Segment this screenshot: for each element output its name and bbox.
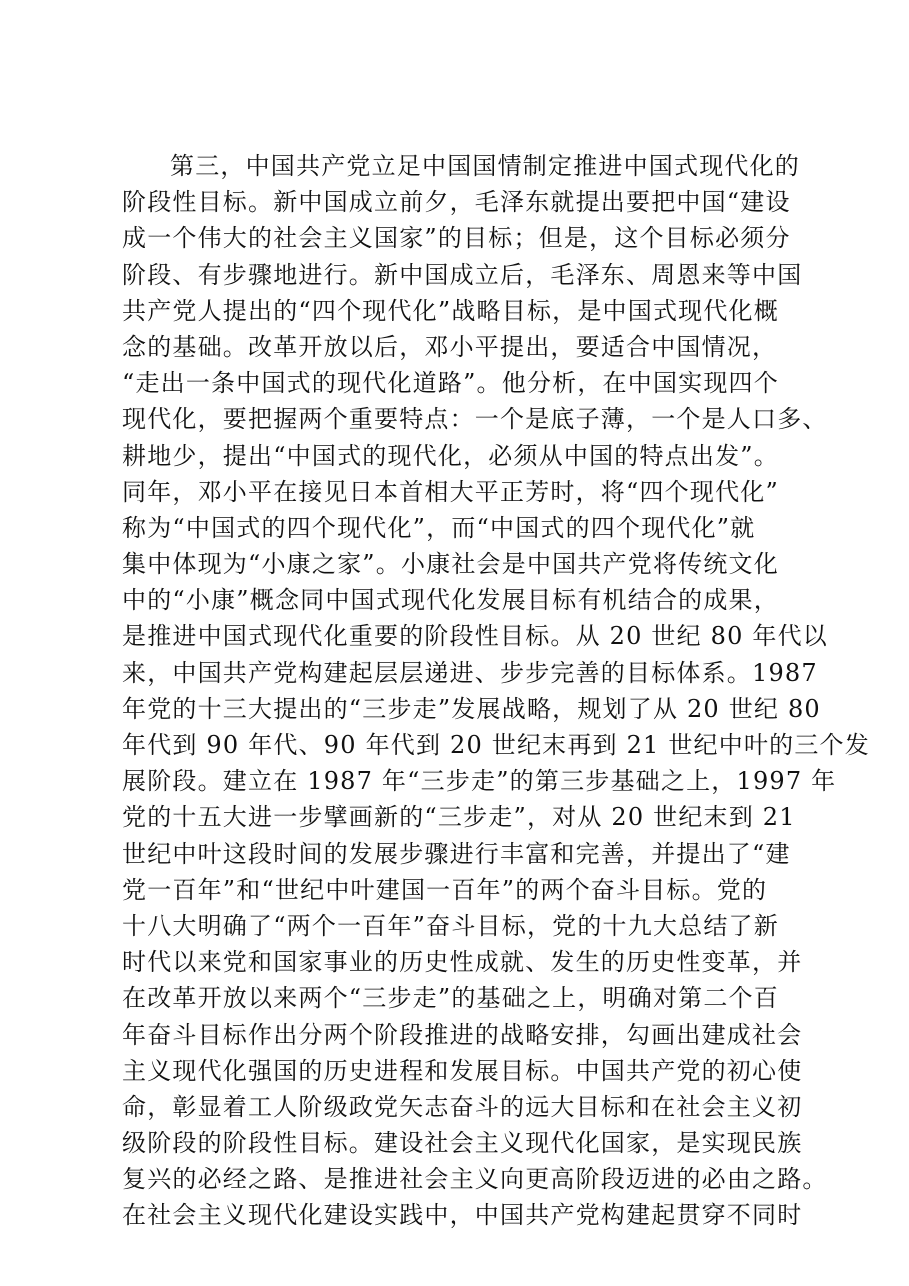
text-line: 年奋斗目标作出分两个阶段推进的战略安排，勾画出建成社会: [122, 1020, 803, 1049]
text-line: 第三，中国共产党立足中国国情制定推进中国式现代化的: [170, 152, 800, 180]
text-line: 来，中国共产党构建起层层递进、步步完善的目标体系。1987: [122, 658, 818, 687]
text-line: 耕地少，提出“中国式的现代化，必须从中国的特点出发”。: [122, 441, 779, 470]
text-line: 阶段、有步骤地进行。新中国成立后，毛泽东、周恩来等中国: [122, 260, 803, 289]
text-line: 共产党人提出的“四个现代化”战略目标，是中国式现代化概: [122, 296, 779, 325]
text-line: 现代化，要把握两个重要特点：一个是底子薄，一个是人口多、: [122, 405, 828, 434]
text-line: 念的基础。改革开放以后，邓小平提出，要适合中国情况，: [122, 332, 778, 361]
text-line: 在社会主义现代化建设实践中，中国共产党构建起贯穿不同时: [122, 1201, 803, 1230]
text-line: 是推进中国式现代化重要的阶段性目标。从 20 世纪 80 年代以: [122, 622, 828, 651]
text-line: 阶段性目标。新中国成立前夕，毛泽东就提出要把中国“建设: [122, 188, 791, 217]
text-line: 年党的十三大提出的“三步走”发展战略，规划了从 20 世纪 80: [122, 694, 821, 723]
text-line: 世纪中叶这段时间的发展步骤进行丰富和完善，并提出了“建: [122, 839, 791, 868]
text-line: 时代以来党和国家事业的历史性成就、发生的历史性变革，并: [122, 948, 803, 977]
text-line: 党一百年”和“世纪中叶建国一百年”的两个奋斗目标。党的: [122, 875, 768, 904]
text-line: “走出一条中国式的现代化道路”。他分析，在中国实现四个: [122, 369, 779, 398]
body-paragraph: [122, 148, 870, 1234]
text-line: 在改革开放以来两个“三步走”的基础之上，明确对第二个百: [122, 984, 779, 1013]
text-line: 十八大明确了“两个一百年”奋斗目标，党的十九大总结了新: [122, 911, 779, 940]
text-line: 命，彰显着工人阶级政党矢志奋斗的远大目标和在社会主义初: [122, 1092, 803, 1121]
text-line: 复兴的必经之路、是推进社会主义向更高阶段迈进的必由之路。: [122, 1165, 828, 1194]
text-line: 成一个伟大的社会主义国家”的目标；但是，这个目标必须分: [122, 224, 791, 253]
text-line: 同年，邓小平在接见日本首相大平正芳时，将“四个现代化”: [122, 477, 779, 506]
text-line: 主义现代化强国的历史进程和发展目标。中国共产党的初心使: [122, 1056, 803, 1085]
text-line: 中的“小康”概念同中国式现代化发展目标有机结合的成果，: [122, 586, 779, 615]
text-line: 集中体现为“小康之家”。小康社会是中国共产党将传统文化: [122, 550, 779, 579]
text-line: 党的十五大进一步擘画新的“三步走”，对从 20 世纪末到 21: [122, 803, 796, 832]
text-line: 级阶段的阶段性目标。建设社会主义现代化国家，是实现民族: [122, 1129, 803, 1158]
text-line: 展阶段。建立在 1987 年“三步走”的第三步基础之上，1997 年: [122, 767, 837, 796]
text-line: 称为“中国式的四个现代化”，而“中国式的四个现代化”就: [122, 513, 756, 542]
text-line: 年代到 90 年代、90 年代到 20 世纪末再到 21 世纪中叶的三个发: [122, 731, 870, 759]
